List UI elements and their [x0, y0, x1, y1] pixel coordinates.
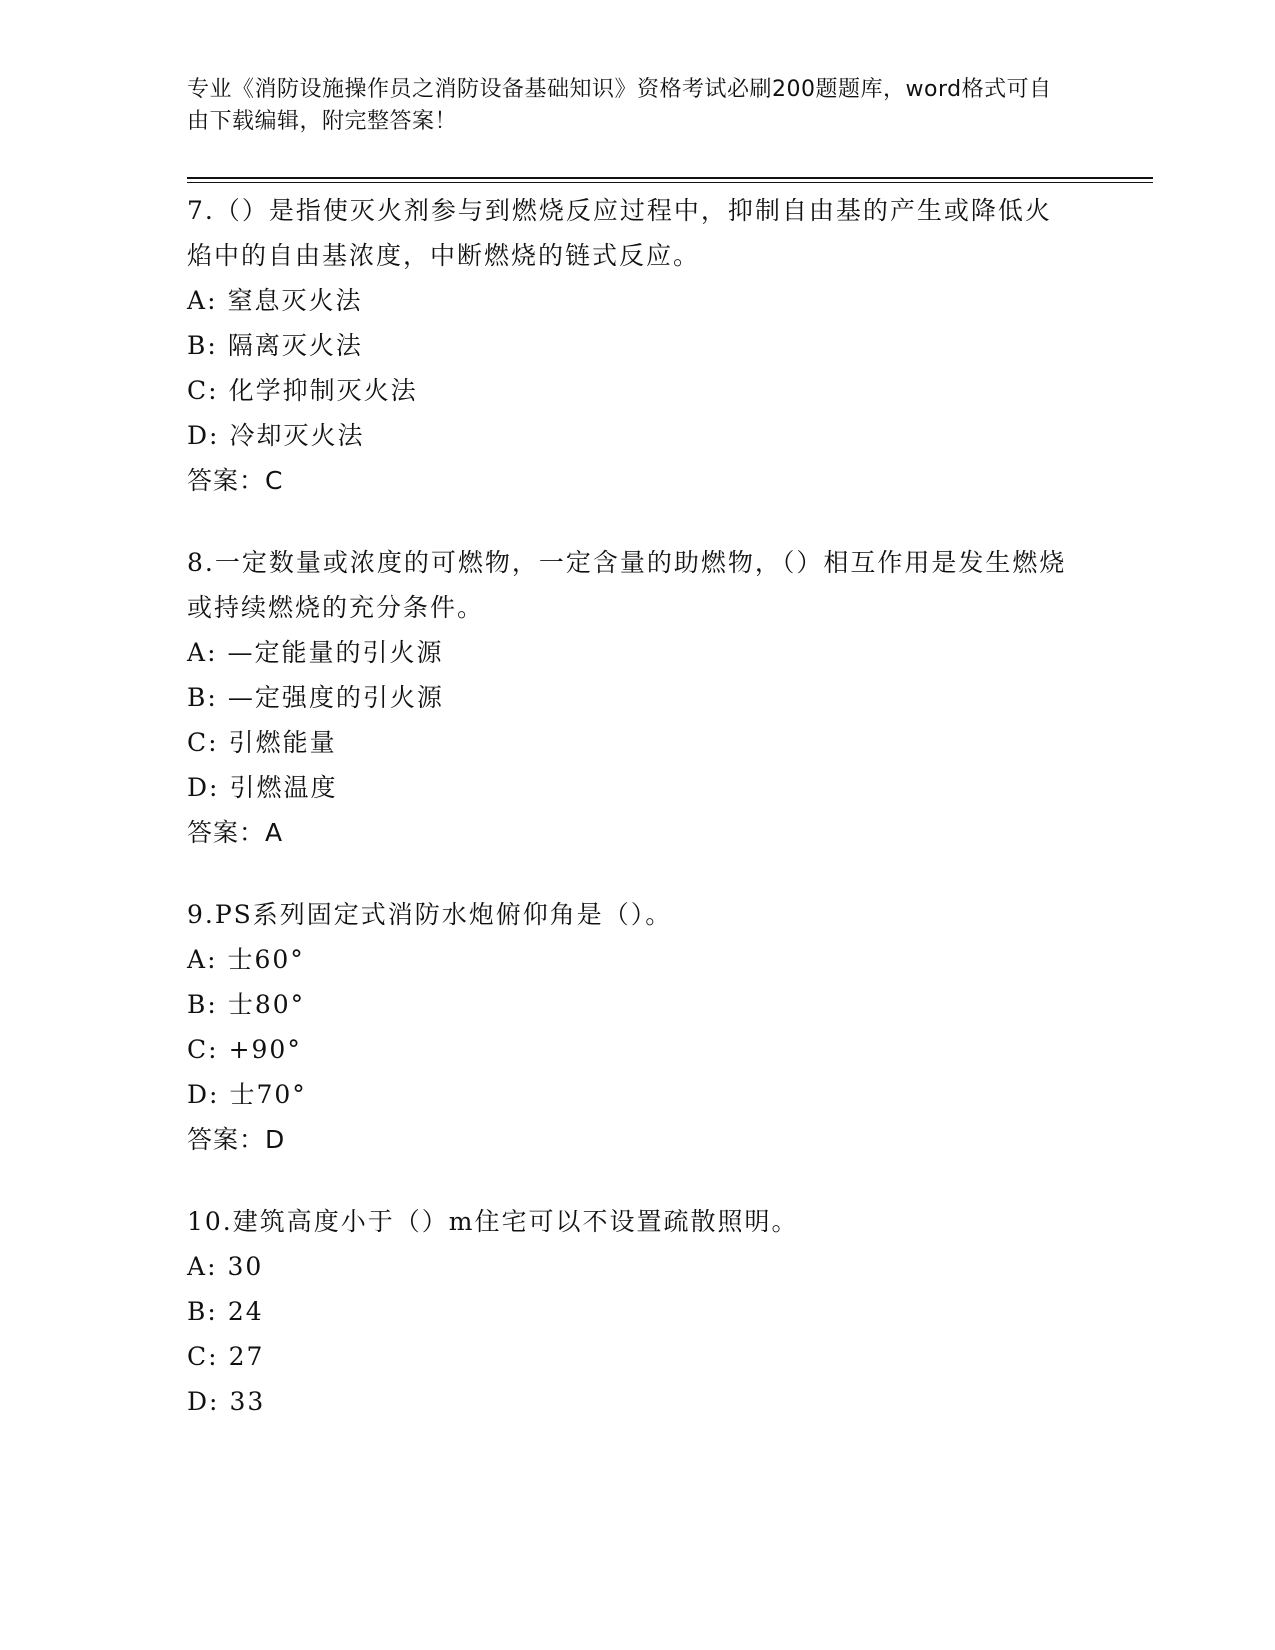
- option-letter: A: [187, 286, 208, 315]
- option-text: 士60°: [227, 945, 305, 974]
- option-text: 27: [228, 1342, 265, 1371]
- option-text: —定能量的引火源: [227, 638, 444, 667]
- header-divider-thin: [187, 182, 1153, 183]
- option-text: 化学抑制灭火法: [228, 376, 418, 405]
- option-b: B: —定强度的引火源: [187, 675, 1067, 720]
- option-letter: D: [187, 1080, 210, 1109]
- option-d: D: 冷却灭火法: [187, 413, 1067, 458]
- option-letter: A: [187, 638, 208, 667]
- option-text: 33: [229, 1387, 266, 1416]
- question-text: 8.一定数量或浓度的可燃物，一定含量的助燃物，（）相互作用是发生燃烧或持续燃烧的充分条件。: [187, 548, 1067, 622]
- option-letter: B: [187, 1297, 208, 1326]
- answer-line: 答案：C: [187, 466, 284, 495]
- option-text: 士70°: [229, 1080, 307, 1109]
- answer-line: 答案：D: [187, 1125, 286, 1154]
- option-text: 30: [227, 1252, 264, 1281]
- question-text: 9.PS系列固定式消防水炮俯仰角是（）。: [187, 900, 673, 929]
- option-text: 引燃温度: [229, 773, 338, 802]
- option-text: 士80°: [227, 990, 306, 1019]
- option-b: B: 24: [187, 1289, 1067, 1334]
- option-letter: B: [187, 331, 208, 360]
- option-b: B: 士80°: [187, 982, 1067, 1027]
- option-a: A: —定能量的引火源: [187, 630, 1067, 675]
- question-8: [187, 540, 1067, 855]
- option-a: A: 士60°: [187, 937, 1067, 982]
- option-letter: A: [187, 945, 208, 974]
- question-10: [187, 1199, 1067, 1424]
- answer-line: 答案：A: [187, 818, 284, 847]
- option-letter: A: [187, 1252, 208, 1281]
- option-text: 窒息灭火法: [227, 286, 363, 315]
- option-text: 冷却灭火法: [229, 421, 365, 450]
- option-c: C: 引燃能量: [187, 720, 1067, 765]
- document-header: 专业《消防设施操作员之消防设备基础知识》资格考试必刷200题题库，word格式可自由下载编辑，附完整答案！: [187, 77, 1052, 134]
- option-c: C: +90°: [187, 1027, 1067, 1072]
- option-c: C: 27: [187, 1334, 1067, 1379]
- option-letter: B: [187, 683, 208, 712]
- option-letter: C: [187, 1035, 209, 1064]
- question-list: [187, 188, 1067, 1461]
- question-9: [187, 892, 1067, 1162]
- option-letter: D: [187, 1387, 210, 1416]
- option-c: C: 化学抑制灭火法: [187, 368, 1067, 413]
- option-b: B: 隔离灭火法: [187, 323, 1067, 368]
- option-text: —定强度的引火源: [227, 683, 444, 712]
- option-letter: C: [187, 1342, 209, 1371]
- option-text: +90°: [228, 1035, 302, 1064]
- option-d: D: 士70°: [187, 1072, 1067, 1117]
- option-letter: C: [187, 728, 209, 757]
- question-7: [187, 188, 1067, 503]
- option-text: 引燃能量: [228, 728, 337, 757]
- option-letter: B: [187, 990, 208, 1019]
- question-text: 7.（）是指使灭火剂参与到燃烧反应过程中，抑制自由基的产生或降低火焰中的自由基浓度，中断燃烧的链式反应。: [187, 196, 1052, 270]
- option-d: D: 33: [187, 1379, 1067, 1424]
- option-text: 隔离灭火法: [227, 331, 363, 360]
- option-a: A: 30: [187, 1244, 1067, 1289]
- option-a: A: 窒息灭火法: [187, 278, 1067, 323]
- option-letter: D: [187, 773, 210, 802]
- question-text: 10.建筑高度小于（）m住宅可以不设置疏散照明。: [187, 1207, 799, 1236]
- option-d: D: 引燃温度: [187, 765, 1067, 810]
- option-letter: D: [187, 421, 210, 450]
- option-letter: C: [187, 376, 209, 405]
- header-divider-thick: [187, 177, 1153, 179]
- option-text: 24: [227, 1297, 264, 1326]
